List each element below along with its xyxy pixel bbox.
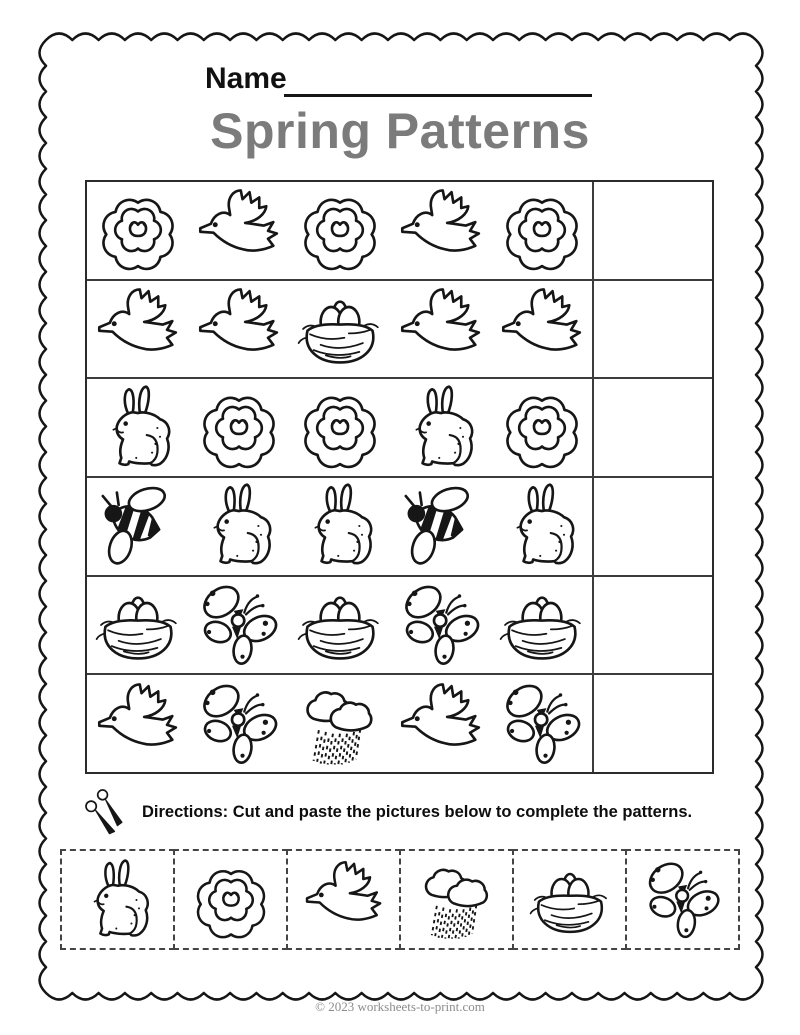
- flower-icon: [189, 858, 273, 942]
- pattern-cell: [289, 478, 390, 575]
- bird-icon: [195, 285, 283, 373]
- pattern-row: [87, 377, 712, 476]
- butterfly-icon: [641, 858, 725, 942]
- pattern-row: [87, 575, 712, 674]
- pattern-cell: [390, 182, 491, 279]
- bee-icon: [397, 482, 485, 570]
- cut-strip-cell: [173, 849, 288, 950]
- butterfly-icon: [195, 680, 283, 768]
- pattern-row: [87, 279, 712, 378]
- pattern-cell: [390, 577, 491, 674]
- butterfly-icon: [195, 581, 283, 669]
- pattern-cell: [289, 379, 390, 476]
- bird-icon: [94, 285, 182, 373]
- answer-cell: [592, 577, 712, 674]
- answer-cell: [592, 675, 712, 772]
- flower-icon: [498, 384, 586, 472]
- flower-icon: [94, 186, 182, 274]
- pattern-cell: [87, 577, 188, 674]
- cut-strip-cell: [399, 849, 514, 950]
- pattern-cell: [390, 379, 491, 476]
- pattern-cell: [289, 577, 390, 674]
- pattern-cell: [491, 577, 592, 674]
- name-label: Name: [205, 62, 287, 95]
- nest-icon: [296, 581, 384, 669]
- bunny-icon: [76, 858, 160, 942]
- butterfly-icon: [498, 680, 586, 768]
- bunny-icon: [296, 482, 384, 570]
- nest-icon: [94, 581, 182, 669]
- pattern-row: [87, 476, 712, 575]
- pattern-cell: [188, 182, 289, 279]
- pattern-row: [87, 673, 712, 772]
- cut-strip-cell: [625, 849, 740, 950]
- answer-cell: [592, 379, 712, 476]
- pattern-cell: [188, 281, 289, 378]
- pattern-cell: [87, 478, 188, 575]
- pattern-cell: [390, 281, 491, 378]
- raincloud-icon: [296, 680, 384, 768]
- pattern-row: [87, 182, 712, 279]
- cut-strip: [60, 849, 740, 950]
- bunny-icon: [195, 482, 283, 570]
- flower-icon: [498, 186, 586, 274]
- pattern-cell: [390, 478, 491, 575]
- pattern-cell: [289, 281, 390, 378]
- bird-icon: [397, 285, 485, 373]
- bee-icon: [94, 482, 182, 570]
- directions-row: [82, 788, 744, 836]
- nest-icon: [296, 285, 384, 373]
- butterfly-icon: [397, 581, 485, 669]
- pattern-cell: [87, 281, 188, 378]
- pattern-cell: [188, 379, 289, 476]
- pattern-cell: [491, 281, 592, 378]
- flower-icon: [195, 384, 283, 472]
- page-title: Spring Patterns: [210, 103, 590, 159]
- pattern-cell: [289, 675, 390, 772]
- pattern-cell: [87, 182, 188, 279]
- pattern-grid: [85, 180, 714, 774]
- bird-icon: [397, 680, 485, 768]
- pattern-cell: [491, 182, 592, 279]
- pattern-cell: [87, 675, 188, 772]
- pattern-cell: [491, 675, 592, 772]
- pattern-cell: [188, 675, 289, 772]
- cut-strip-cell: [512, 849, 627, 950]
- bird-icon: [94, 680, 182, 768]
- bunny-icon: [498, 482, 586, 570]
- bird-icon: [302, 858, 386, 942]
- flower-icon: [296, 384, 384, 472]
- answer-cell: [592, 281, 712, 378]
- flower-icon: [296, 186, 384, 274]
- pattern-cell: [188, 478, 289, 575]
- name-blank-line: [284, 94, 592, 97]
- bird-icon: [498, 285, 586, 373]
- nest-icon: [528, 858, 612, 942]
- pattern-cell: [289, 182, 390, 279]
- cut-strip-cell: [60, 849, 175, 950]
- scissors-icon: [82, 788, 130, 836]
- raincloud-icon: [415, 858, 499, 942]
- pattern-cell: [390, 675, 491, 772]
- directions-text: Directions: Cut and paste the pictures below to complete the patterns.: [142, 802, 693, 821]
- answer-cell: [592, 182, 712, 279]
- pattern-cell: [87, 379, 188, 476]
- pattern-cell: [491, 379, 592, 476]
- bunny-icon: [397, 384, 485, 472]
- pattern-cell: [188, 577, 289, 674]
- bunny-icon: [94, 384, 182, 472]
- nest-icon: [498, 581, 586, 669]
- bird-icon: [195, 186, 283, 274]
- footer-credit: © 2023 worksheets-to-print.com: [315, 999, 485, 1014]
- bird-icon: [397, 186, 485, 274]
- cut-strip-cell: [286, 849, 401, 950]
- pattern-cell: [491, 478, 592, 575]
- answer-cell: [592, 478, 712, 575]
